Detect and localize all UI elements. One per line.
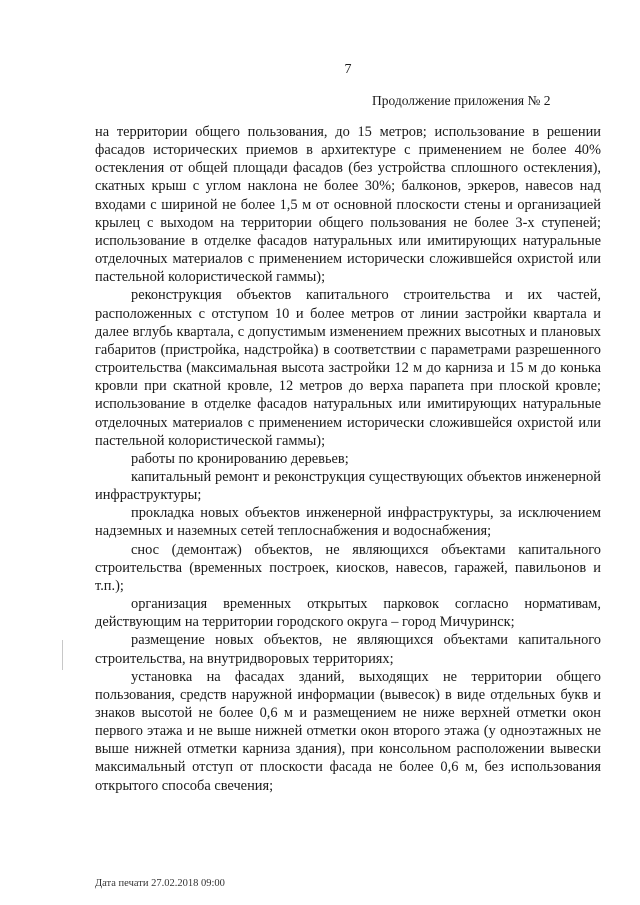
- print-date-footer: Дата печати 27.02.2018 09:00: [95, 878, 225, 889]
- annex-continuation-note: Продолжение приложения № 2: [372, 93, 551, 108]
- page-number: 7: [344, 62, 352, 77]
- paragraph: работы по кронированию деревьев;: [131, 450, 349, 467]
- paragraph: организация временных открытых парковок согласно нормативам, действующим на территории городского округа – город Мичуринск;: [95, 596, 601, 631]
- paragraph: капитальный ремонт и реконструкция существующих объектов инженерной инфраструктуры;: [95, 468, 601, 504]
- paragraph: реконструкция объектов капитального строительства и их частей, расположенных с отступом 10 и более метров от линии застройки квартала и далее вглубь квартала, с допустимым изменением прежних высотных и плановых габаритов (пристройка, надстройка) в соответствии с параметрами разрешенного строительства (максимальная высота застройки 12 м до карниза и 15 м до конька кровли при скатной кровле, 12 метров до верха парапета при плоской кровле; использование в отделке фасадов натуральных или имитирующих натуральные отделочных материалов с применением исторически сложившейся охристой или пастельной колористической гаммы);: [95, 287, 601, 449]
- paragraph: установка на фасадах зданий, выходящих не территории общего пользования, средств наружной информации (вывесок) в виде отдельных букв и знаков высотой не более 0,6 м и размещением не ниже верхней отметки окон первого этажа и не выше нижней отметки окон второго этажа (у одноэтажных не выше нижней отметки карниза здания), при консольном расположении вывески максимальный отступ от плоскости фасада не более 0,6 м, без использования открытого способа свечения;: [95, 668, 601, 794]
- paragraph: снос (демонтаж) объектов, не являющихся объектами капитального строительства (временных построек, киосков, навесов, гаражей, павильонов и т.п.);: [95, 541, 601, 594]
- paragraph: прокладка новых объектов инженерной инфраструктуры, за исключением надземных и наземных сетей теплоснабжения и водоснабжения;: [95, 505, 601, 540]
- paragraph: размещение новых объектов, не являющихся объектами капитального строительства, на внутридворовых территориях;: [95, 632, 601, 667]
- body-text: [95, 123, 601, 795]
- paragraph: на территории общего пользования, до 15 метров; использование в решении фасадов исторических приемов в архитектуре с применением не более 40% остекления от общей площади фасадов (без устройства сплошного остекления), скатных крыш с углом наклона не более 30%; балконов, эркеров, навесов над входами с шириной не более 1,5 м от основной плоскости стены и организацией крылец с выходом на территории общего пользования не более 3-х ступеней; использование в отделке фасадов натуральных или имитирующих натуральные отделочных материалов с применением исторически сложившейся охристой или пастельной колористической гаммы);: [95, 124, 601, 286]
- scan-artifact: [62, 640, 63, 670]
